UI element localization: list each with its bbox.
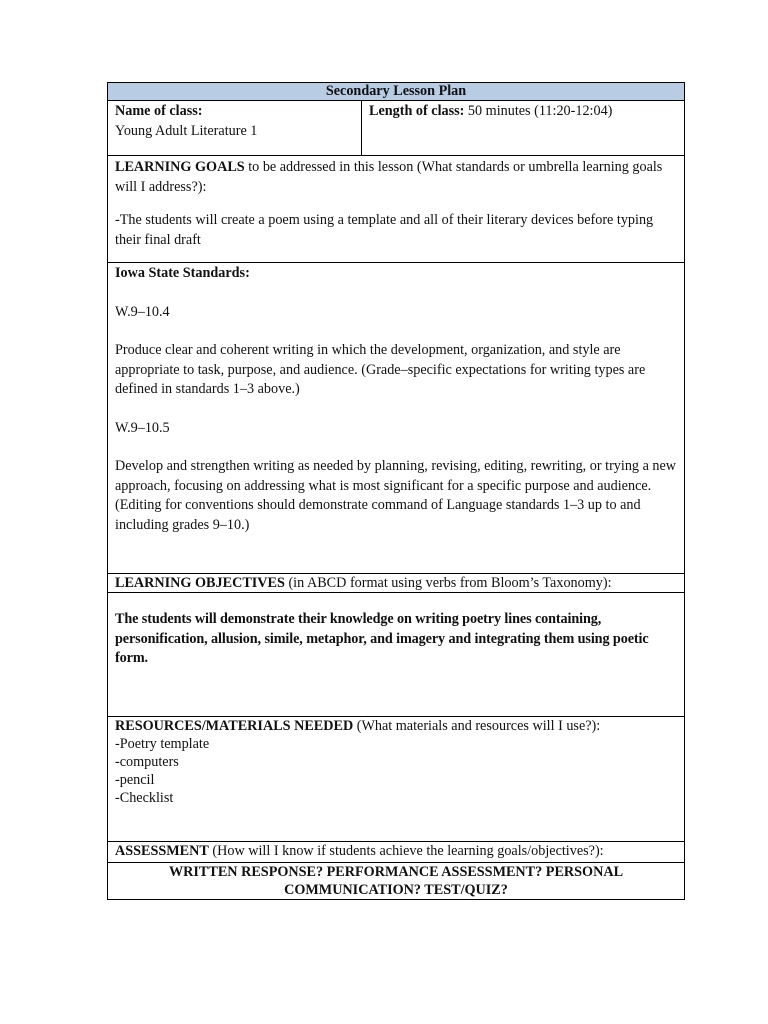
resources-prompt: (What materials and resources will I use?): (353, 718, 601, 734)
class-length-cell (362, 101, 685, 156)
assessment-prompt: (How will I know if students achieve the learning goals/objectives?): (208, 843, 604, 859)
class-info-row (108, 101, 685, 156)
plan-title: Secondary Lesson Plan (108, 83, 685, 101)
objectives-row (108, 593, 685, 717)
standard-code: W.9–10.5 (115, 419, 170, 436)
resource-item: -Poetry template (115, 736, 210, 752)
class-name-cell (108, 101, 362, 156)
learning-goals-prompt: to be addressed in this lesson (What standards or umbrella learning goals will I address?): (115, 159, 663, 195)
standards-row (108, 263, 685, 574)
resources-row (108, 717, 685, 842)
class-length-label: Length of class: (369, 103, 465, 119)
objectives-label-cell (108, 574, 685, 593)
objectives-label-row (108, 574, 685, 593)
objectives-prompt: (in ABCD format using verbs from Bloom’s Taxonomy): (284, 575, 612, 591)
standard-code: W.9–10.4 (115, 303, 170, 320)
assessment-types-row (108, 863, 685, 900)
assessment-types-cell (108, 863, 685, 900)
objectives-text: The students will demonstrate their knowledge on writing poetry lines containing, personification, allusion, simile, metaphor, and imagery and integrating them using poetic form. (115, 611, 649, 666)
resource-item: -Checklist (115, 790, 174, 806)
learning-goals-row (108, 156, 685, 263)
assessment-label-row (108, 842, 685, 863)
class-name-value: Young Adult Literature 1 (115, 122, 258, 139)
lesson-plan-table (107, 82, 685, 900)
resources-label: RESOURCES/MATERIALS NEEDED (115, 718, 354, 734)
learning-goals-label: LEARNING GOALS (115, 159, 245, 175)
class-length-value: 50 minutes (11:20-12:04) (464, 103, 613, 119)
standards-cell (108, 263, 685, 574)
standard-text: Develop and strengthen writing as needed by planning, revising, editing, rewriting, or trying a new approach, focusing on addressing what is most significant for a specific purpose and audience. (Editing for conventions should demonstrate command of Language standards 1–3 up to and including grades 9–10.) (115, 458, 677, 533)
resource-item: -computers (115, 754, 179, 770)
resources-cell (108, 717, 685, 842)
resource-item: -pencil (115, 772, 155, 788)
assessment-types: WRITTEN RESPONSE? PERFORMANCE ASSESSMENT? PERSONAL COMMUNICATION? TEST/QUIZ? (168, 864, 624, 898)
objectives-cell (108, 593, 685, 717)
standards-label: Iowa State Standards: (115, 265, 250, 281)
class-name-label: Name of class: (115, 103, 203, 119)
objectives-label: LEARNING OBJECTIVES (115, 575, 285, 591)
learning-goal-text: -The students will create a poem using a template and all of their literary devices before typing their final draft (115, 212, 654, 248)
learning-goals-cell (108, 156, 685, 263)
assessment-label-cell (108, 842, 685, 863)
standard-text: Produce clear and coherent writing in which the development, organization, and style are appropriate to task, purpose, and audience. (Grade–specific expectations for writing types are defined in standards 1–3 above.) (115, 342, 646, 397)
table-header-row (108, 83, 685, 101)
assessment-label: ASSESSMENT (115, 843, 209, 859)
